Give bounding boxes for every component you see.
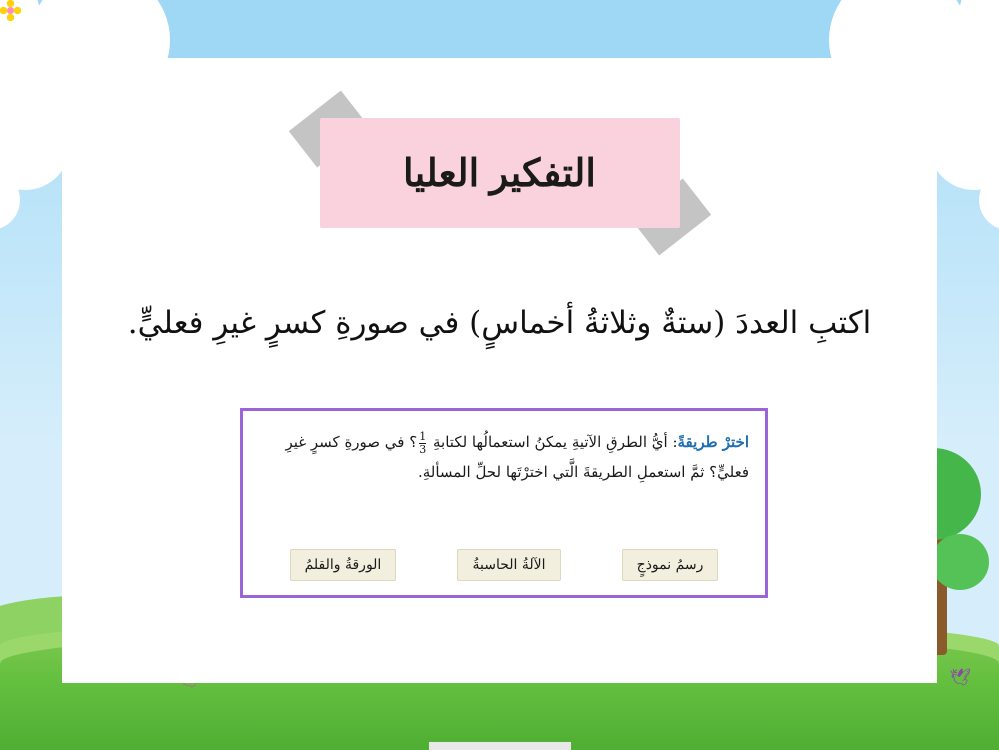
- title-box: [320, 118, 680, 228]
- choose-method-label: اخترْ طريقةً: [677, 433, 749, 451]
- choice-row: [259, 549, 749, 581]
- choose-method-line1: : أيُّ الطرقِ الآتيةِ يمكنُ استعمالُها لكتابةِ: [433, 433, 678, 451]
- tree-crown: [931, 534, 989, 590]
- fraction: [419, 431, 426, 455]
- page-title: التفكير العليا: [403, 152, 596, 195]
- choice-calculator[interactable]: الآلةُ الحاسبةُ: [457, 549, 560, 581]
- choose-method-box: [240, 408, 768, 598]
- choose-method-paragraph: [259, 427, 749, 487]
- choose-method-line1-tail: ؟ في صورةِ كسرٍ غيرِ: [285, 433, 418, 451]
- fraction-denominator: 3: [419, 442, 427, 456]
- choose-method-line2: فعليٍّ؟ ثمَّ استعملِ الطريقةَ الَّتي اخترْتَها لحلِّ المسألةِ.: [417, 463, 749, 481]
- choice-draw-model[interactable]: رسمُ نموذجٍ: [622, 549, 719, 581]
- title-banner: [320, 118, 680, 228]
- question-text: اكتبِ العددَ (ستةٌ وثلاثةُ أخماسٍ) في صورةِ كسرٍ غيرِ فعليٍّ.: [127, 305, 872, 341]
- choice-paper-and-pencil[interactable]: الورقةُ والقلمُ: [290, 549, 397, 581]
- bottom-strip: [429, 742, 571, 750]
- slide-card: [62, 58, 937, 683]
- butterfly-icon: 🕊: [949, 668, 971, 687]
- fraction-numerator: 1: [419, 429, 427, 443]
